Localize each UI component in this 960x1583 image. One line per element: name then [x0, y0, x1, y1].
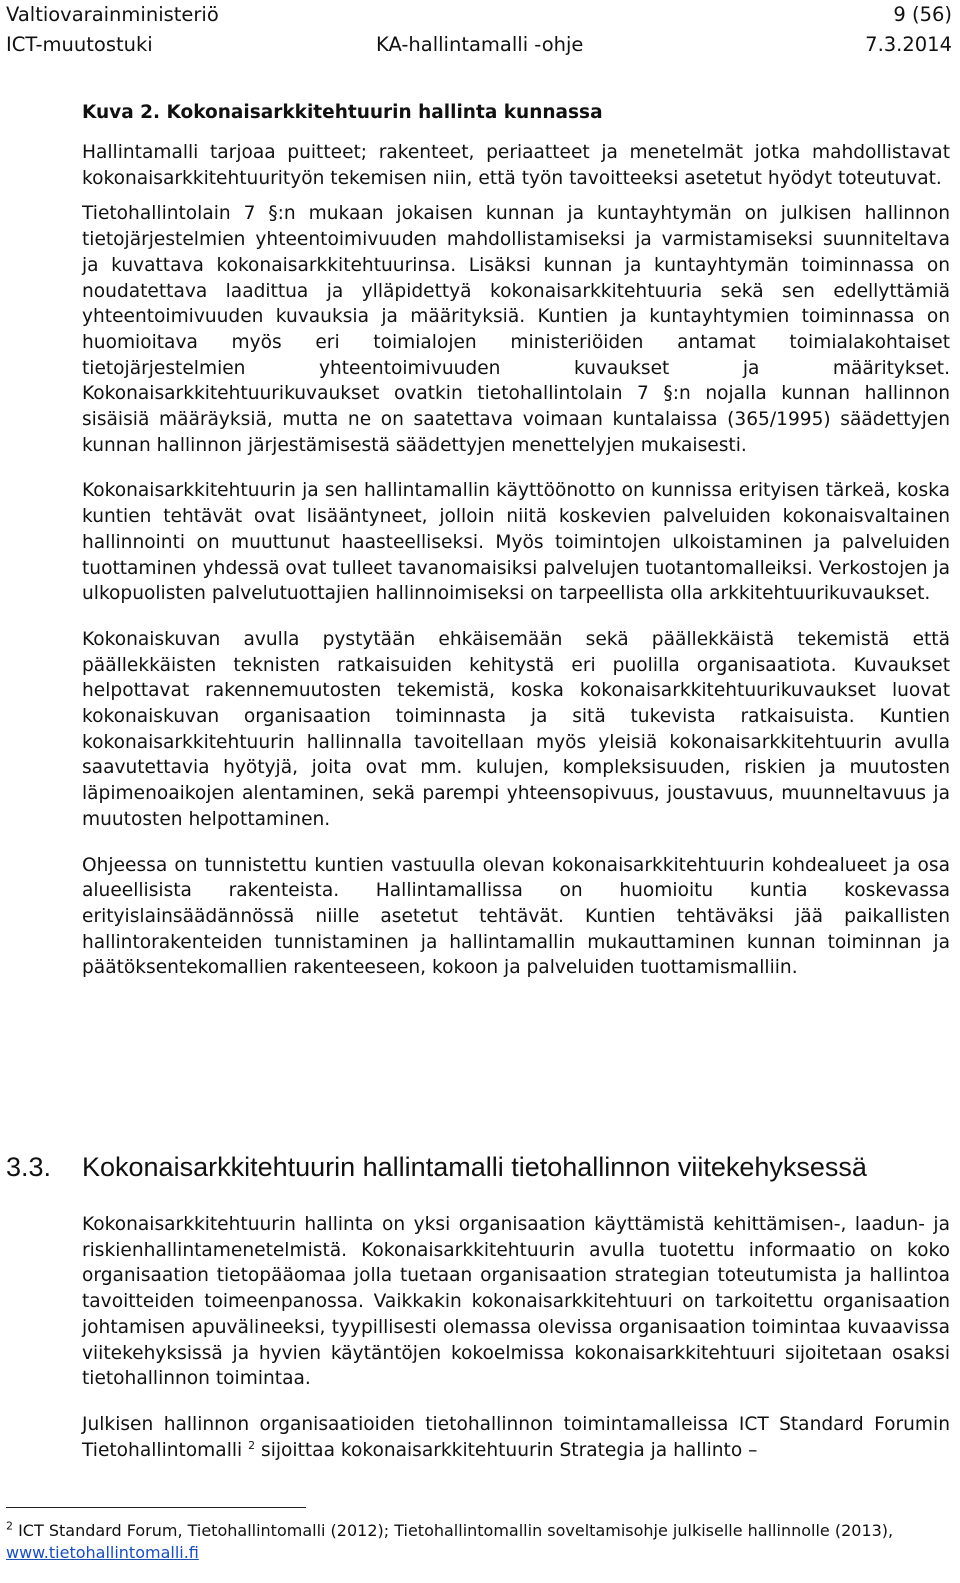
main-content	[82, 100, 950, 981]
footnote-text: ICT Standard Forum, Tietohallintomalli (2012); Tietohallintomallin soveltamisohje julkiselle hallinnolle (2013),	[13, 1521, 894, 1540]
paragraph: Hallintamalli tarjoaa puitteet; rakenteet, periaatteet ja menetelmät jotka mahdollistavat kokonaisarkkitehtuurityön tekemisen niin, että työn tavoitteeksi asetetut hyödyt toteutuvat.	[82, 142, 950, 189]
page-number: 9 (56)	[893, 3, 952, 26]
header-row-1	[6, 0, 952, 30]
section-heading	[6, 1150, 950, 1184]
header-row-2	[6, 30, 952, 60]
department-name: ICT-muutostuki	[6, 33, 153, 56]
footnote-link[interactable]: www.tietohallintomalli.fi	[6, 1543, 199, 1562]
footnote	[6, 1520, 950, 1564]
document-title: KA-hallintamalli -ohje	[376, 33, 584, 56]
section-content	[82, 1212, 950, 1463]
page-header	[6, 0, 952, 60]
organization-name: Valtiovarainministeriö	[6, 3, 219, 26]
footnote-divider	[6, 1507, 306, 1508]
footnote-reference[interactable]: 2	[248, 1438, 256, 1452]
paragraph: Kokonaisarkkitehtuurin ja sen hallintamallin käyttöönotto on kunnissa erityisen tärkeä, koska kuntien tehtävät ovat lisääntyneet, jolloin niitä koskevien palveluiden kokonaisvaltainen hallinnointi on muuttunut haasteelliseksi. Myös toimintojen ulkoistaminen ja palveluiden tuottaminen yhdessä ovat tulleet tavanomaisiksi palvelujen tuotantomalleiksi. Verkostojen ja ulkopuolisten palvelutuottajien hallinnoimiseksi on tarpeellista olla arkkitehtuurikuvaukset.	[82, 480, 950, 605]
paragraph: Tietohallintolain 7 §:n mukaan jokaisen kunnan ja kuntayhtymän on julkisen hallinnon tietojärjestelmien yhteentoimivuuden mahdollistamiseksi ja varmistamiseksi suunniteltava ja kuvattava kokonaisarkkitehtuurinsa. Lisäksi kunnan ja kuntayhtymän toiminnassa on noudatettava laadittua ja ylläpidettyä kokonaisarkkitehtuuria sekä sen edellyttämiä yhteentoimivuuden kuvauksia ja määrityksiä. Kuntien ja kuntayhtymien toiminnassa on huomioitava myös eri toimialojen ministeriöiden antamat toimialakohtaiset tietojärjestelmien yhteentoimivuuden kuvaukset ja määritykset. Kokonaisarkkitehtuurikuvaukset ovatkin tietohallintolain 7 §:n nojalla kunnan hallinnon sisäisiä määräyksiä, mutta ne on saatettava voimaan kuntalaissa (365/1995) säädettyjen kunnan hallinnon järjestämisestä säädettyjen menettelyjen mukaisesti.	[82, 203, 950, 456]
document-date: 7.3.2014	[865, 33, 952, 56]
paragraph: Ohjeessa on tunnistettu kuntien vastuulla olevan kokonaisarkkitehtuurin kohdealueet ja osa alueellisista rakenteista. Hallintamallissa on huomioitu kuntia koskevassa erityislainsäädännössä niille asetetut tehtävät. Kuntien tehtäväksi jää paikallisten hallintorakenteiden tunnistaminen ja hallintamallin mukauttaminen kunnan toiminnan ja päätöksentekomallien rakenteeseen, kokoon ja palveluiden tuottamismalliin.	[82, 854, 950, 979]
figure-caption: Kuva 2. Kokonaisarkkitehtuurin hallinta kunnassa	[82, 102, 603, 123]
paragraph-text: sijoittaa kokonaisarkkitehtuurin Strategia ja hallinto –	[255, 1439, 758, 1461]
section-title: Kokonaisarkkitehtuurin hallintamalli tietohallinnon viitekehyksessä	[82, 1152, 867, 1182]
paragraph: Kokonaiskuvan avulla pystytään ehkäisemään sekä päällekkäistä tekemistä että päällekkäisten teknisten ratkaisuiden kehitystä eri puolilla organisaatiota. Kuvaukset helpottavat rakennemuutosten tekemistä, koska kokonaisarkkitehtuurikuvaukset luovat kokonaiskuvan organisaation toiminnasta ja sitä tukevista ratkaisuista. Kuntien kokonaisarkkitehtuurin hallinnalla tavoitellaan myös yleisiä kokonaisarkkitehtuurin avulla saavutettavia hyötyjä, joita ovat mm. kulujen, kompleksisuuden, riskien ja muutosten läpimenoaikojen alentaminen, sekä parempi yhteensopivuus, joustavuus, muunneltavuus ja muutosten helpottaminen.	[82, 628, 950, 830]
section-number: 3.3.	[6, 1152, 52, 1182]
paragraph: Kokonaisarkkitehtuurin hallinta on yksi organisaation käyttämistä kehittämisen-, laadun- ja riskienhallintamenetelmistä. Kokonaisarkkitehtuurin avulla tuotettu informaatio on koko organisaation tietopääomaa jolla tuetaan organisaation strategian toteutumista ja hallintoa tavoitteiden toimeenpanossa. Vaikkakin kokonaisarkkitehtuuri on tarkoitettu organisaation johtamisen apuvälineeksi, tyypillisesti olemassa olevissa organisaation toimintaa kuvaavissa viitekehyksissä ja hyvien käytäntöjen kokoelmissa kokonaisarkkitehtuuri sijoitetaan osaksi tietohallinnon toimintaa.	[82, 1214, 950, 1390]
footnote-mark: 2	[6, 1519, 13, 1533]
paragraph-text: Julkisen hallinnon organisaatioiden tietohallinnon toimintamalleissa ICT Standard Forumin Tietohallintomalli	[82, 1413, 950, 1461]
paragraph-with-footnote	[82, 1412, 950, 1463]
